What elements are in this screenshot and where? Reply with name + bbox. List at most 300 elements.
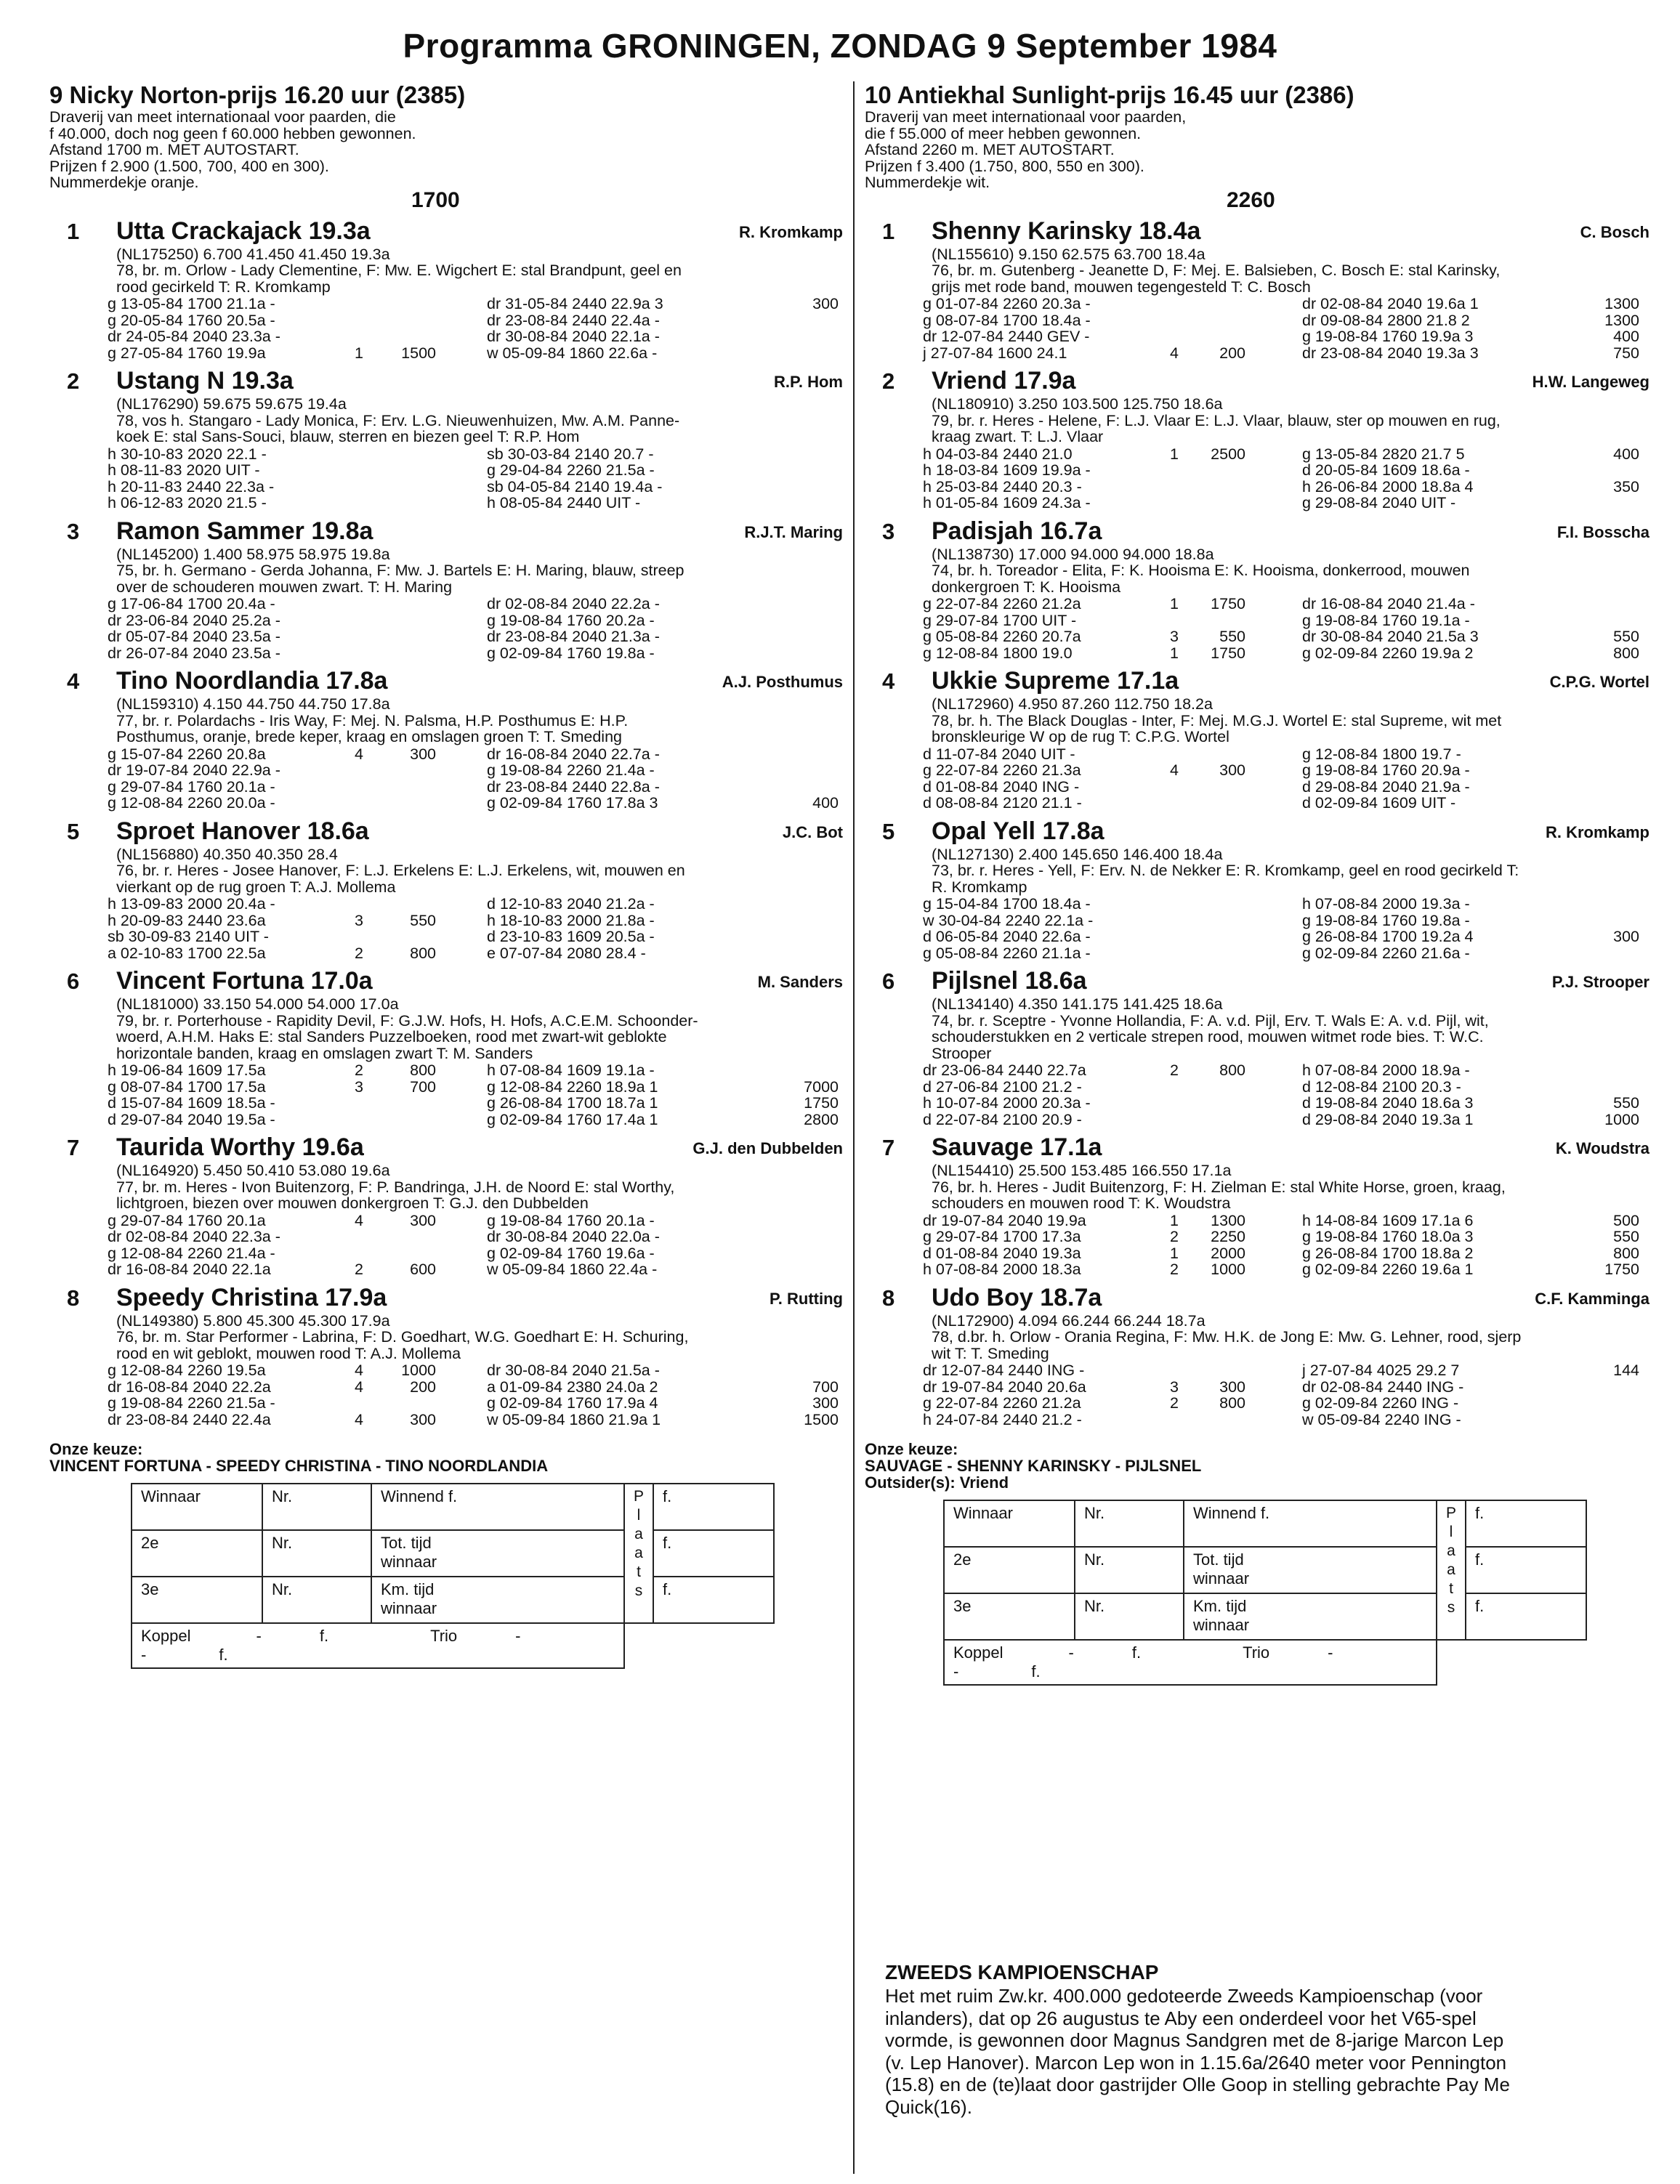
result-row xyxy=(108,479,843,496)
plaats-letter: a xyxy=(1447,1561,1455,1578)
horse-header xyxy=(865,517,1649,546)
result-left: h 20-09-83 2440 23.6a xyxy=(108,911,266,929)
horse-name: Ustang N 19.3a xyxy=(116,367,294,395)
bet-form xyxy=(943,1500,1649,1686)
trio-label: Trio xyxy=(430,1627,458,1645)
horse-details xyxy=(108,545,843,662)
horse-driver: R. Kromkamp xyxy=(1545,822,1649,841)
tot-tijd-text: Tot. tijd xyxy=(1193,1550,1244,1569)
horse-name: Udo Boy 18.7a xyxy=(932,1283,1102,1311)
f-field: f. xyxy=(653,1530,774,1577)
result-right: g 13-05-84 2820 21.7 5 xyxy=(1302,445,1465,463)
result-row xyxy=(108,1213,843,1229)
horse-info-line: lichtgroen, biezen over mouwen donkergroen T: G.J. den Dubbelden xyxy=(116,1194,589,1212)
horse-name: Speedy Christina 17.9a xyxy=(116,1283,387,1311)
result-place: 2 xyxy=(355,944,363,962)
result-right: sb 04-05-84 2140 19.4a - xyxy=(487,477,663,496)
horse-number: 8 xyxy=(67,1285,80,1311)
result-right: dr 30-08-84 2040 22.0a - xyxy=(487,1228,660,1245)
result-place: 4 xyxy=(355,1410,363,1428)
horse-number: 2 xyxy=(882,368,895,394)
result-left: dr 23-06-84 2440 22.7a xyxy=(923,1061,1086,1079)
horse-driver: G.J. den Dubbelden xyxy=(692,1139,843,1157)
horse-driver: A.J. Posthumus xyxy=(722,673,843,691)
horse-driver: J.C. Bot xyxy=(782,822,843,841)
horse-info-line: (NL175250) 6.700 41.450 41.450 19.3a xyxy=(116,245,390,263)
horse-number: 4 xyxy=(67,668,80,694)
result-row xyxy=(923,913,1649,929)
horse-driver: H.W. Langeweg xyxy=(1532,373,1649,391)
result-right: g 02-09-84 1760 17.4a 1 xyxy=(487,1110,658,1128)
outsider-text: Outsider(s): Vriend xyxy=(865,1473,1009,1492)
horse-info-line: 75, br. h. Germano - Gerda Johanna, F: Mw. J. Bartels E: H. Maring, blauw, streep xyxy=(116,562,684,579)
result-prize-right: 1500 xyxy=(804,1410,839,1428)
result-left: h 19-06-84 1609 17.5a xyxy=(108,1061,266,1079)
result-left: dr 16-08-84 2040 22.1a xyxy=(108,1261,271,1278)
our-choice-text: VINCENT FORTUNA - SPEEDY CHRISTINA - TINO NOORDLANDIA xyxy=(49,1457,549,1475)
horse-driver: K. Woudstra xyxy=(1555,1139,1649,1157)
winnaar-text: winnaar xyxy=(1193,1569,1250,1588)
race-condition-line: Draverij van meet internationaal voor paarden, xyxy=(865,108,1187,126)
horse-info-line: grijs met rode band, mouwen tegengesteld T: C. Bosch xyxy=(932,278,1311,296)
result-left: g 20-05-84 1760 20.5a - xyxy=(108,311,275,329)
result-row xyxy=(923,628,1649,645)
result-row xyxy=(923,345,1649,362)
horse-name: Ukkie Supreme 17.1a xyxy=(932,667,1179,695)
bet-row-koppel-trio xyxy=(132,1623,774,1668)
result-left: d 08-08-84 2120 21.1 - xyxy=(923,794,1082,812)
result-prize-right: 550 xyxy=(1613,1094,1639,1112)
plaats-letter: s xyxy=(634,1582,643,1599)
race-condition-line: f 40.000, doch nog geen f 60.000 hebben gewonnen. xyxy=(49,124,416,142)
horse-number: 3 xyxy=(67,518,80,544)
race-distance: 2260 xyxy=(1227,187,1275,212)
winnaar-label: Winnaar xyxy=(132,1484,262,1530)
horse-details xyxy=(108,845,843,962)
horse-entry xyxy=(49,367,843,511)
bet-row-koppel-trio xyxy=(944,1640,1586,1685)
horse-name: Ramon Sammer 19.8a xyxy=(116,517,373,545)
horse-details xyxy=(923,845,1649,962)
nr-label: Nr. xyxy=(262,1577,371,1623)
horse-number: 7 xyxy=(882,1135,895,1160)
result-left: h 30-10-83 2020 22.1 - xyxy=(108,445,267,463)
result-left: d 01-08-84 2040 19.3a xyxy=(923,1244,1081,1262)
horse-number: 4 xyxy=(882,668,895,694)
result-row xyxy=(108,795,843,812)
horse-number: 1 xyxy=(67,218,80,244)
result-prize: 1750 xyxy=(1211,595,1245,612)
horse-header xyxy=(865,967,1649,996)
result-left: dr 19-07-84 2040 19.9a xyxy=(923,1211,1086,1229)
result-right: w 05-09-84 1860 22.4a - xyxy=(487,1261,658,1278)
result-place: 4 xyxy=(355,1362,363,1379)
result-right: d 20-05-84 1609 18.6a - xyxy=(1302,461,1470,479)
result-left: h 06-12-83 2020 21.5 - xyxy=(108,494,267,511)
plaats-letter: t xyxy=(637,1564,641,1580)
result-left: g 12-08-84 2260 20.0a - xyxy=(108,794,275,812)
result-row xyxy=(108,296,843,312)
result-prize: 300 xyxy=(1219,761,1245,779)
recent-results xyxy=(108,1062,843,1128)
result-left: dr 05-07-84 2040 23.5a - xyxy=(108,628,280,645)
result-left: sb 30-09-83 2140 UIT - xyxy=(108,928,269,945)
result-prize-right: 800 xyxy=(1613,644,1639,662)
nr-label: Nr. xyxy=(1075,1593,1184,1640)
race-conditions xyxy=(49,109,843,191)
horse-name: Tino Noordlandia 17.8a xyxy=(116,667,388,695)
result-row xyxy=(923,1095,1649,1112)
horse-info-line: rood en wit geblokt, mouwen rood T: A.J. Mollema xyxy=(116,1344,461,1362)
result-left: dr 12-07-84 2440 GEV - xyxy=(923,328,1090,345)
article-heading: ZWEEDS KAMPIOENSCHAP xyxy=(885,1961,1159,1983)
horse-info-line: (NL156880) 40.350 40.350 28.4 xyxy=(116,845,338,863)
horse-name: Sproet Hanover 18.6a xyxy=(116,817,369,845)
horse-info-line: 76, br. m. Gutenberg - Jeanette D, F: Mej. E. Balsieben, C. Bosch E: stal Karinsky, xyxy=(932,262,1501,279)
race-condition-line: Nummerdekje oranje. xyxy=(49,174,199,191)
result-left: h 07-08-84 2000 18.3a xyxy=(923,1261,1081,1278)
result-prize-right: 1300 xyxy=(1604,311,1639,329)
horse-info-line: 78, vos h. Stangaro - Lady Monica, F: Erv. L.G. Nieuwenhuizen, Mw. A.M. Panne- xyxy=(116,411,680,429)
result-left: g 12-08-84 2260 21.4a - xyxy=(108,1244,275,1262)
result-right: h 07-08-84 1609 19.1a - xyxy=(487,1061,655,1079)
horse-header xyxy=(49,1284,843,1313)
tweede-label: 2e xyxy=(944,1547,1075,1593)
derde-label: 3e xyxy=(132,1577,262,1623)
plaats-letter: a xyxy=(634,1526,643,1542)
nr-label: Nr. xyxy=(262,1530,371,1577)
result-place: 3 xyxy=(355,911,363,929)
koppel-dash: - xyxy=(1068,1643,1074,1662)
result-row xyxy=(108,628,843,645)
result-row xyxy=(923,762,1649,779)
result-prize: 300 xyxy=(410,745,436,763)
result-right: g 19-08-84 1760 20.2a - xyxy=(487,611,655,629)
recent-results xyxy=(923,896,1649,961)
result-place: 4 xyxy=(355,745,363,763)
result-place: 1 xyxy=(1170,445,1179,463)
horse-info-line: 78, br. m. Orlow - Lady Clementine, F: Mw. E. Wigchert E: stal Brandpunt, geel en xyxy=(116,262,682,279)
result-right: g 19-08-84 1760 19.1a - xyxy=(1302,611,1470,629)
trio-dash: - xyxy=(141,1646,147,1664)
result-right: d 29-08-84 2040 19.3a 1 xyxy=(1302,1110,1474,1128)
result-prize-right: 400 xyxy=(1613,445,1639,463)
result-right: h 14-08-84 1609 17.1a 6 xyxy=(1302,1211,1474,1229)
result-row xyxy=(923,596,1649,612)
result-prize-right: 300 xyxy=(1613,928,1639,945)
horse-info-line: Strooper xyxy=(932,1044,992,1062)
result-row xyxy=(923,929,1649,945)
result-row xyxy=(108,1079,843,1096)
horse-details xyxy=(108,1162,843,1278)
horse-entry xyxy=(865,517,1649,662)
horse-info-line: (NL164920) 5.450 50.410 53.080 19.6a xyxy=(116,1162,390,1179)
km-tijd-label xyxy=(1184,1593,1437,1640)
result-prize: 550 xyxy=(1219,628,1245,645)
race-distance: 1700 xyxy=(411,187,460,212)
result-left: w 30-04-84 2240 22.1a - xyxy=(923,911,1094,929)
result-right: g 26-08-84 1700 18.8a 2 xyxy=(1302,1244,1474,1262)
result-place: 2 xyxy=(1170,1261,1179,1278)
result-row xyxy=(923,296,1649,312)
horse-info-line: (NL134140) 4.350 141.175 141.425 18.6a xyxy=(932,995,1223,1013)
f-field: f. xyxy=(653,1484,774,1530)
horse-info-line: horizontale banden, kraag en omslagen zwart T: M. Sanders xyxy=(116,1044,533,1062)
derde-label: 3e xyxy=(944,1593,1075,1640)
horse-header xyxy=(865,1133,1649,1162)
horse-info-line: 79, br. r. Heres - Helene, F: L.J. Vlaar E: L.J. Vlaar, blauw, ster op mouwen en rug, xyxy=(932,411,1501,429)
result-left: g 13-05-84 1700 21.1a - xyxy=(108,295,275,312)
tot-tijd-label xyxy=(371,1530,624,1577)
result-left: g 08-07-84 1700 17.5a xyxy=(108,1077,266,1096)
horse-name: Vriend 17.9a xyxy=(932,367,1076,395)
result-prize-right: 550 xyxy=(1613,1228,1639,1245)
horse-name: Opal Yell 17.8a xyxy=(932,817,1104,845)
result-left: g 12-08-84 1800 19.0 xyxy=(923,644,1073,662)
result-row xyxy=(923,1229,1649,1245)
horse-entry xyxy=(49,667,843,812)
result-left: g 22-07-84 2260 21.2a xyxy=(923,1394,1081,1412)
result-right: g 19-08-84 1760 20.1a - xyxy=(487,1211,655,1229)
result-left: g 29-07-84 1700 UIT - xyxy=(923,611,1077,629)
result-prize-right: 2800 xyxy=(804,1110,839,1128)
result-place: 2 xyxy=(1170,1228,1179,1245)
result-left: h 24-07-84 2440 21.2 - xyxy=(923,1410,1082,1428)
result-left: d 11-07-84 2040 UIT - xyxy=(923,745,1075,763)
result-right: g 02-09-84 2260 21.6a - xyxy=(1302,944,1470,962)
result-left: dr 19-07-84 2040 22.9a - xyxy=(108,761,280,779)
result-prize-right: 144 xyxy=(1613,1362,1639,1379)
horse-info-line: (NL127130) 2.400 145.650 146.400 18.4a xyxy=(932,845,1223,863)
result-row xyxy=(923,1261,1649,1278)
horse-details xyxy=(108,245,843,362)
horse-header xyxy=(49,667,843,696)
km-tijd-text: Km. tijd xyxy=(381,1580,435,1598)
result-right: g 02-09-84 1760 19.6a - xyxy=(487,1244,655,1262)
result-left: g 17-06-84 1700 20.4a - xyxy=(108,595,275,612)
trio-dash: - xyxy=(515,1627,521,1645)
result-prize-right: 550 xyxy=(1613,628,1639,645)
result-place: 2 xyxy=(1170,1394,1179,1412)
result-left: g 01-07-84 2260 20.3a - xyxy=(923,295,1091,312)
horse-header xyxy=(865,1284,1649,1313)
result-row xyxy=(923,312,1649,329)
horse-entry xyxy=(49,967,843,1128)
horse-info-line: over de schouderen mouwen zwart. T: H. Maring xyxy=(116,578,453,596)
result-row xyxy=(108,1095,843,1112)
result-place: 1 xyxy=(1170,1244,1179,1262)
result-row xyxy=(108,913,843,929)
result-right: dr 09-08-84 2800 21.8 2 xyxy=(1302,311,1470,329)
race-conditions xyxy=(865,109,1649,191)
horse-info-line: wit T: T. Smeding xyxy=(932,1344,1049,1362)
result-right: dr 30-08-84 2040 21.5a - xyxy=(487,1362,660,1379)
horse-info-line: (NL159310) 4.150 44.750 44.750 17.8a xyxy=(116,695,390,713)
horse-driver: R. Kromkamp xyxy=(738,222,843,241)
result-right: h 08-05-84 2440 UIT - xyxy=(487,494,641,511)
recent-results xyxy=(923,596,1649,661)
result-right: g 26-08-84 1700 19.2a 4 xyxy=(1302,928,1474,945)
result-prize-right: 400 xyxy=(812,794,839,812)
result-left: dr 23-08-84 2440 22.4a xyxy=(108,1410,271,1428)
horse-header xyxy=(865,667,1649,696)
result-row xyxy=(923,495,1649,511)
f-field: f. xyxy=(653,1577,774,1623)
f-field: f. xyxy=(1466,1500,1586,1547)
result-left: h 10-07-84 2000 20.3a - xyxy=(923,1094,1091,1112)
horse-info-line: 78, d.br. h. Orlow - Orania Regina, F: Mw. H.K. de Jong E: Mw. G. Lehner, rood, sjerp xyxy=(932,1328,1522,1346)
result-row xyxy=(108,1412,843,1428)
horse-header xyxy=(49,217,843,246)
result-left: g 29-07-84 1760 20.1a - xyxy=(108,777,275,796)
result-prize-right: 300 xyxy=(812,1394,839,1412)
result-right: dr 16-08-84 2040 21.4a - xyxy=(1302,595,1475,612)
horse-info-line: 73, br. r. Heres - Yell, F: Erv. N. de Nekker E: R. Kromkamp, geel en rood gecirkeld T: xyxy=(932,862,1519,879)
result-row xyxy=(108,762,843,779)
result-row xyxy=(108,312,843,329)
horse-details xyxy=(108,695,843,812)
recent-results xyxy=(108,596,843,661)
horse-name: Utta Crackajack 19.3a xyxy=(116,217,371,245)
result-left: h 08-11-83 2020 UIT - xyxy=(108,461,260,479)
race-condition-line: Prijzen f 3.400 (1.750, 800, 550 en 300). xyxy=(865,157,1144,175)
article-line: inlanders), dat op 26 augustus te Aby een onderdeel voor het V65-spel xyxy=(885,2007,1477,2029)
result-right: dr 23-08-84 2440 22.8a - xyxy=(487,777,660,796)
page-title: Programma GRONINGEN, ZONDAG 9 September 1984 xyxy=(403,27,1277,65)
horse-info-line: 76, br. h. Heres - Judit Buitenzorg, F: H. Zielman E: stal White Horse, groen, kraag, xyxy=(932,1178,1506,1196)
result-left: h 04-03-84 2440 21.0 xyxy=(923,445,1073,463)
article-line: vormde, is gewonnen door Magnus Sandgren met de 8-jarige Marcon Lep xyxy=(885,2029,1504,2051)
result-prize: 300 xyxy=(1219,1378,1245,1396)
plaats-letter: s xyxy=(1447,1599,1455,1616)
horse-name: Pijlsnel 18.6a xyxy=(932,967,1087,995)
result-place: 4 xyxy=(1170,761,1179,779)
our-choice-text: SAUVAGE - SHENNY KARINSKY - PIJLSNEL xyxy=(865,1457,1202,1475)
result-row xyxy=(108,779,843,796)
result-prize: 800 xyxy=(1219,1061,1245,1079)
result-row xyxy=(108,1261,843,1278)
recent-results xyxy=(108,746,843,812)
result-row xyxy=(108,1062,843,1079)
bet-row xyxy=(944,1547,1586,1593)
result-row xyxy=(923,1412,1649,1428)
result-row xyxy=(108,612,843,629)
horse-number: 6 xyxy=(882,968,895,994)
result-row xyxy=(108,446,843,463)
horse-info-line: (NL154410) 25.500 153.485 166.550 17.1a xyxy=(932,1162,1232,1179)
horse-info-line: koek E: stal Sans-Souci, blauw, sterren en biezen geel T: R.P. Hom xyxy=(116,428,580,445)
result-right: g 29-04-84 2260 21.5a - xyxy=(487,461,655,479)
result-right: g 26-08-84 1700 18.7a 1 xyxy=(487,1094,658,1112)
bet-row xyxy=(132,1484,774,1530)
result-left: g 27-05-84 1760 19.9a xyxy=(108,344,266,362)
result-left: g 15-07-84 2260 20.8a xyxy=(108,745,266,763)
result-right: dr 23-08-84 2440 22.4a - xyxy=(487,311,660,329)
horse-entry xyxy=(865,667,1649,812)
horse-entry xyxy=(49,1284,843,1428)
trio-label: Trio xyxy=(1243,1643,1270,1662)
result-row xyxy=(923,1112,1649,1128)
horse-info-line: (NL138730) 17.000 94.000 94.000 18.8a xyxy=(932,545,1214,563)
article-line: Quick(16). xyxy=(885,2095,972,2118)
bet-row xyxy=(944,1500,1586,1547)
horse-number: 8 xyxy=(882,1285,895,1311)
result-right: g 02-09-84 1760 19.8a - xyxy=(487,644,655,662)
result-prize: 1300 xyxy=(1211,1211,1245,1229)
result-right: g 12-08-84 1800 19.7 - xyxy=(1302,745,1461,763)
horse-driver: R.J.T. Maring xyxy=(744,522,843,541)
horse-info-line: 76, br. m. Star Performer - Labrina, F: D. Goedhart, W.G. Goedhart E: H. Schuring, xyxy=(116,1328,689,1346)
result-row xyxy=(108,945,843,962)
result-right: g 19-08-84 1760 19.8a - xyxy=(1302,911,1470,929)
horse-details xyxy=(923,395,1649,511)
horse-header xyxy=(49,967,843,996)
horse-entry xyxy=(49,217,843,362)
result-row xyxy=(108,345,843,362)
result-prize: 2250 xyxy=(1211,1228,1245,1245)
horse-details xyxy=(923,1162,1649,1278)
result-place: 2 xyxy=(1170,1061,1179,1079)
result-row xyxy=(108,1112,843,1128)
result-row xyxy=(923,1245,1649,1262)
plaats-letter: l xyxy=(637,1507,641,1524)
horse-info-line: rood gecirkeld T: R. Kromkamp xyxy=(116,278,331,296)
race-condition-line: Prijzen f 2.900 (1.500, 700, 400 en 300). xyxy=(49,157,329,175)
recent-results xyxy=(923,1062,1649,1128)
result-prize-right: 1750 xyxy=(804,1094,839,1112)
result-right: d 19-08-84 2040 18.6a 3 xyxy=(1302,1094,1474,1112)
result-left: d 15-07-84 1609 18.5a - xyxy=(108,1094,275,1112)
result-row xyxy=(923,945,1649,962)
recent-results xyxy=(108,1362,843,1428)
result-left: d 27-06-84 2100 21.2 - xyxy=(923,1077,1082,1096)
result-right: g 02-09-84 1760 17.8a 3 xyxy=(487,794,658,812)
result-left: d 22-07-84 2100 20.9 - xyxy=(923,1110,1082,1128)
column-divider xyxy=(853,81,855,2174)
result-left: dr 02-08-84 2040 22.3a - xyxy=(108,1228,280,1245)
bet-table xyxy=(131,1483,775,1669)
result-prize: 1500 xyxy=(401,344,436,362)
horse-number: 1 xyxy=(882,218,895,244)
recent-results xyxy=(923,1362,1649,1428)
result-row xyxy=(923,1379,1649,1396)
result-right: dr 02-08-84 2440 ING - xyxy=(1302,1378,1464,1396)
result-row xyxy=(923,1062,1649,1079)
horse-info-line: (NL181000) 33.150 54.000 54.000 17.0a xyxy=(116,995,399,1013)
result-place: 2 xyxy=(355,1061,363,1079)
result-right: e 07-07-84 2080 28.4 - xyxy=(487,944,646,962)
result-right: dr 31-05-84 2440 22.9a 3 xyxy=(487,295,663,312)
nr-label: Nr. xyxy=(1075,1500,1184,1547)
result-prize: 2500 xyxy=(1211,445,1245,463)
horse-header xyxy=(865,217,1649,246)
article-line: (15.8) en de (te)laat door gastrijder Olle Goop in stelling gebrachte Pay Me xyxy=(885,2074,1510,2095)
result-left: dr 26-07-84 2040 23.5a - xyxy=(108,644,280,662)
horse-driver: C.P.G. Wortel xyxy=(1549,673,1649,691)
result-right: g 02-09-84 2260 19.6a 1 xyxy=(1302,1261,1474,1278)
result-right: g 19-08-84 1760 19.9a 3 xyxy=(1302,328,1474,345)
horse-driver: P. Rutting xyxy=(769,1289,843,1308)
result-left: h 18-03-84 1609 19.9a - xyxy=(923,461,1091,479)
result-right: w 05-09-84 2240 ING - xyxy=(1302,1410,1461,1428)
horse-info-line: 78, br. h. The Black Douglas - Inter, F: Mej. M.G.J. Wortel E: stal Supreme, wit met xyxy=(932,711,1502,729)
horse-info-line: vierkant op de rug groen T: A.J. Mollema xyxy=(116,878,396,896)
our-choice xyxy=(49,1441,843,1474)
horse-info-line: (NL145200) 1.400 58.975 58.975 19.8a xyxy=(116,545,390,563)
plaats-letter: l xyxy=(1449,1524,1453,1540)
result-row xyxy=(108,645,843,662)
result-right: h 26-06-84 2000 18.8a 4 xyxy=(1302,477,1474,496)
